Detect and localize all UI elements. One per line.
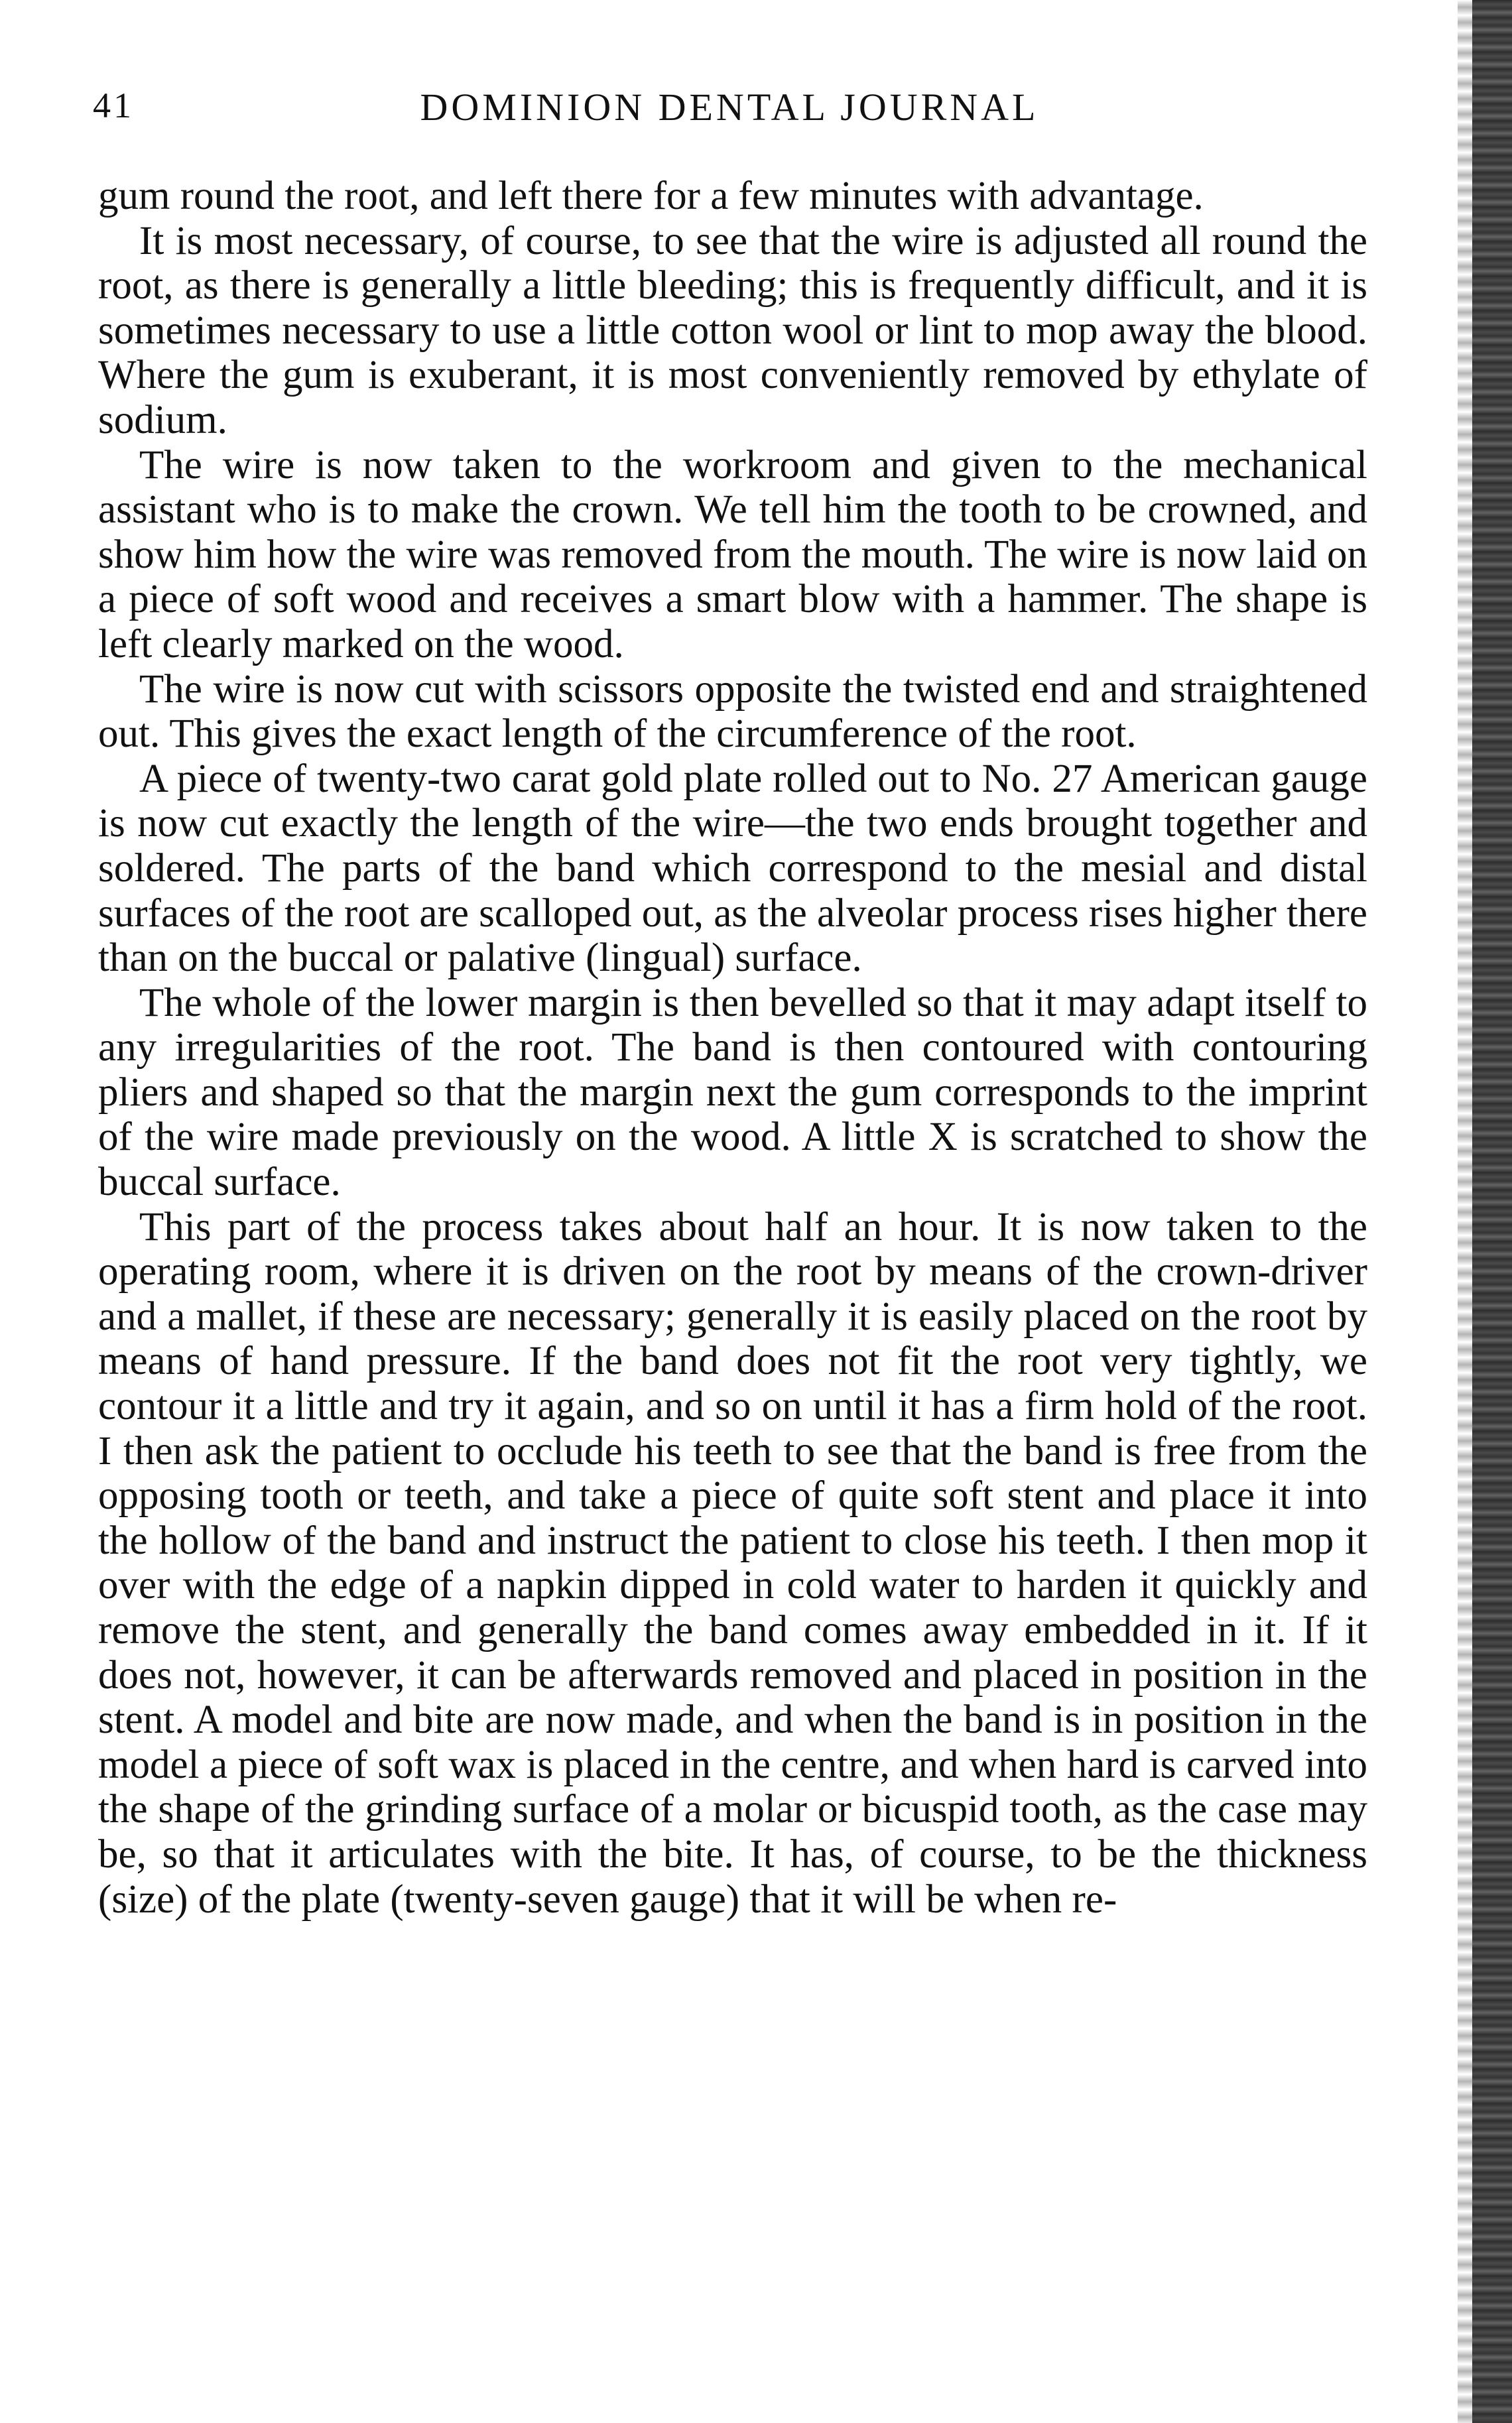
paragraph-continued: gum round the root, and left there for a few minutes with advantage. [98,174,1204,218]
scan-binding-edge [1472,0,1512,2423]
paragraph-operating-room: This part of the process takes about half an hour. It is now taken to the operating room, where it is driven on the root by means of the crown-driver and a mallet, if these are necessary; generally it is easily placed on the root by means of hand pressure. If the band does not fit the root very tightly, we contour it a little and try it again, and so on until it has a firm hold of the root. I then ask the patient to occlude his teeth to see that the band is free from the opposing tooth or teeth, and take a piece of quite soft stent and place it into the hollow of the band and instruct the patient to close his teeth. I then mop it over with the edge of a napkin dipped in cold water to harden it quickly and remove the stent, and generally the band comes away embedded in it. If it does not, however, it can be afterwards removed and placed in position in the stent. A model and bite are now made, and when the band is in position in the model a piece of soft wax is placed in the centre, and when hard is carved into the shape of the grinding surface of a molar or bicuspid tooth, as the case may be, so that it articulates with the bite. It has, of course, to be the thickness (size) of the plate (twenty-seven gauge) that it will be when re- [98,1204,1367,1922]
paragraph-bevelled-margin: The whole of the lower margin is then bevelled so that it may adapt itself to any irregularities of the root. The band is then contoured with contouring pliers and shaped so that the margin next the gum corresponds to the imprint of the wire made previously on the wood. A little X is scratched to show the buccal surface. [98,980,1367,1205]
paragraph-workroom: The wire is now taken to the workroom and given to the mechanical assistant who is to make the crown. We tell him the tooth to be crowned, and show him how the wire was removed from the mouth. The wire is now laid on a piece of soft wood and receives a smart blow with a hammer. The shape is left clearly marked on the wood. [98,442,1367,666]
paragraph-gold-plate: A piece of twenty-two carat gold plate rolled out to No. 27 American gauge is now cut exactly the length of the wire—the two ends brought together and soldered. The parts of the band which correspond to the mesial and distal surfaces of the root are scalloped out, as the alveolar process rises higher there than on the buccal or palative (lingual) surface. [98,756,1367,981]
paragraph-wire-cut: The wire is now cut with scissors opposite the twisted end and straightened out. This gives the exact length of the circumference of the root. [98,666,1367,757]
article-body [98,174,1367,1922]
paragraph-wire-adjustment: It is most necessary, of course, to see that the wire is adjusted all round the root, as there is generally a little bleeding; this is frequently difficult, and it is sometimes necessary to use a little cotton wool or lint to mop away the blood. Where the gum is exuberant, it is most conveniently removed by ethylate of sodium. [98,218,1367,442]
page-header [93,85,1366,145]
running-title: DOMINION DENTAL JOURNAL [420,86,1039,129]
scan-shadow [1458,0,1472,2423]
page-number: 41 [93,86,134,125]
